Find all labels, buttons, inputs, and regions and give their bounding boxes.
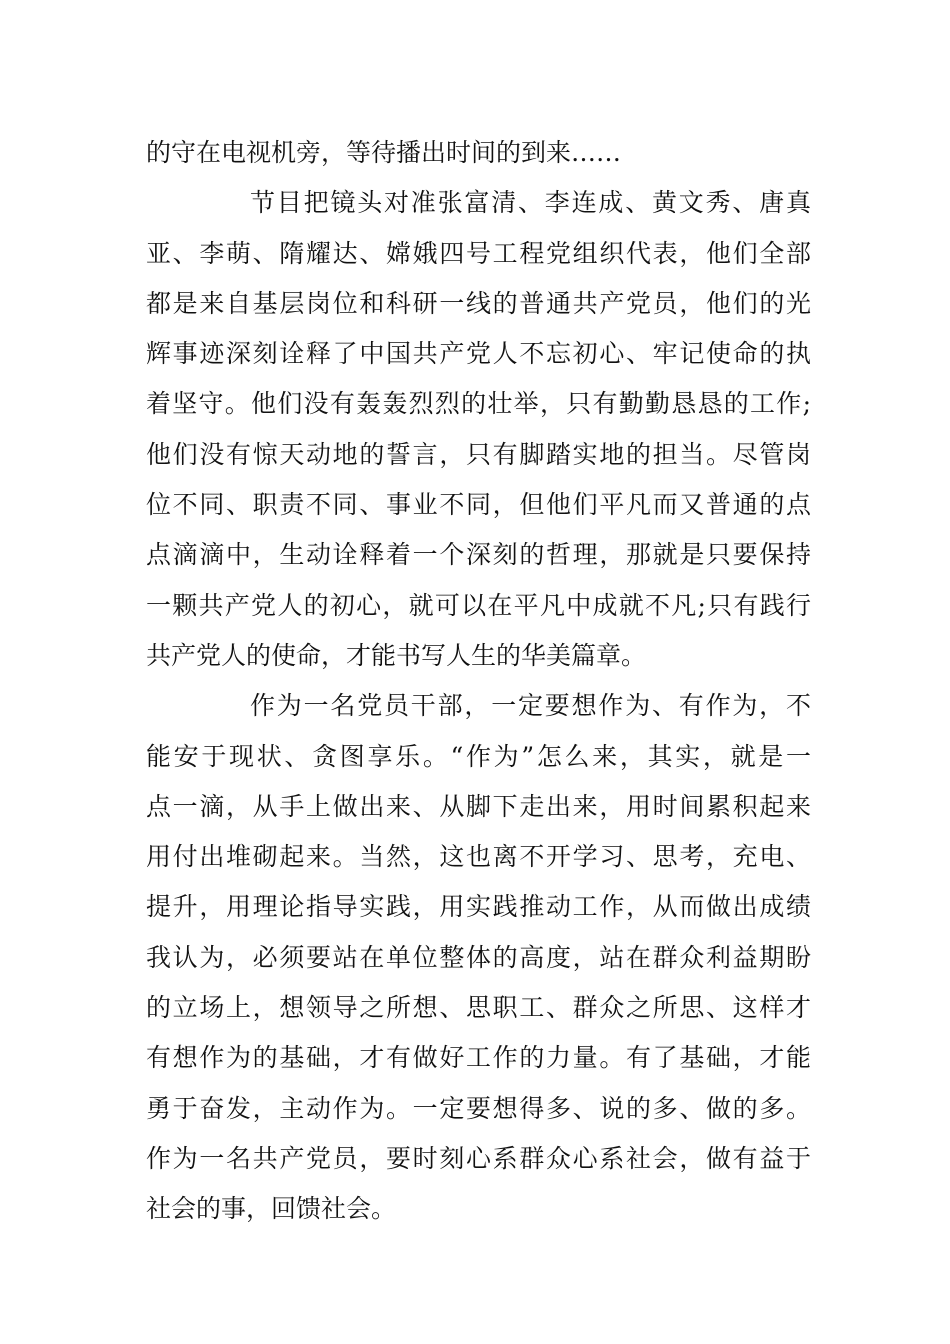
text-line: 亚、李萌、隋耀达、嫦娥四号工程党组织代表，他们全部: [146, 238, 811, 268]
text-line: 辉事迹深刻诠释了中国共产党人不忘初心、牢记使命的执: [146, 339, 811, 369]
text-line: 用付出堆砌起来。当然，这也离不开学习、思考，充电、: [146, 842, 811, 872]
text-line: 他们没有惊天动地的誓言，只有脚踏实地的担当。尽管岗: [146, 439, 811, 469]
text-line: 的立场上，想领导之所想、思职工、群众之所思、这样才: [146, 993, 811, 1023]
text-line: 点一滴，从手上做出来、从脚下走出来，用时间累积起来: [146, 791, 811, 821]
text-line: 共产党人的使命，才能书写人生的华美篇章。: [146, 640, 647, 670]
text-line: 都是来自基层岗位和科研一线的普通共产党员，他们的光: [146, 288, 811, 318]
text-line: 能安于现状、贪图享乐。“作为”怎么来，其实，就是一: [146, 741, 811, 771]
text-line: 作为一名党员干部，一定要想作为、有作为，不: [250, 691, 811, 721]
text-line: 一颗共产党人的初心，就可以在平凡中成就不凡;只有践行: [146, 590, 811, 620]
text-line: 我认为，必须要站在单位整体的高度，站在群众利益期盼: [146, 942, 811, 972]
text-line: 勇于奋发，主动作为。一定要想得多、说的多、做的多。: [146, 1093, 811, 1123]
text-line: 社会的事，回馈社会。: [146, 1194, 397, 1224]
text-line: 节目把镜头对准张富清、李连成、黄文秀、唐真: [250, 188, 811, 218]
document-body: [146, 128, 811, 1235]
text-line: 的守在电视机旁，等待播出时间的到来……: [146, 138, 622, 167]
text-line: 有想作为的基础，才有做好工作的力量。有了基础，才能: [146, 1043, 811, 1073]
text-line: 位不同、职责不同、事业不同，但他们平凡而又普通的点: [146, 490, 811, 520]
text-line: 着坚守。他们没有轰轰烈烈的壮举，只有勤勤恳恳的工作;: [146, 389, 811, 419]
text-line: 提升，用理论指导实践，用实践推动工作，从而做出成绩: [146, 892, 811, 922]
text-line: 点滴滴中，生动诠释着一个深刻的哲理，那就是只要保持: [146, 540, 811, 570]
text-line: 作为一名共产党员，要时刻心系群众心系社会，做有益于: [146, 1143, 811, 1173]
